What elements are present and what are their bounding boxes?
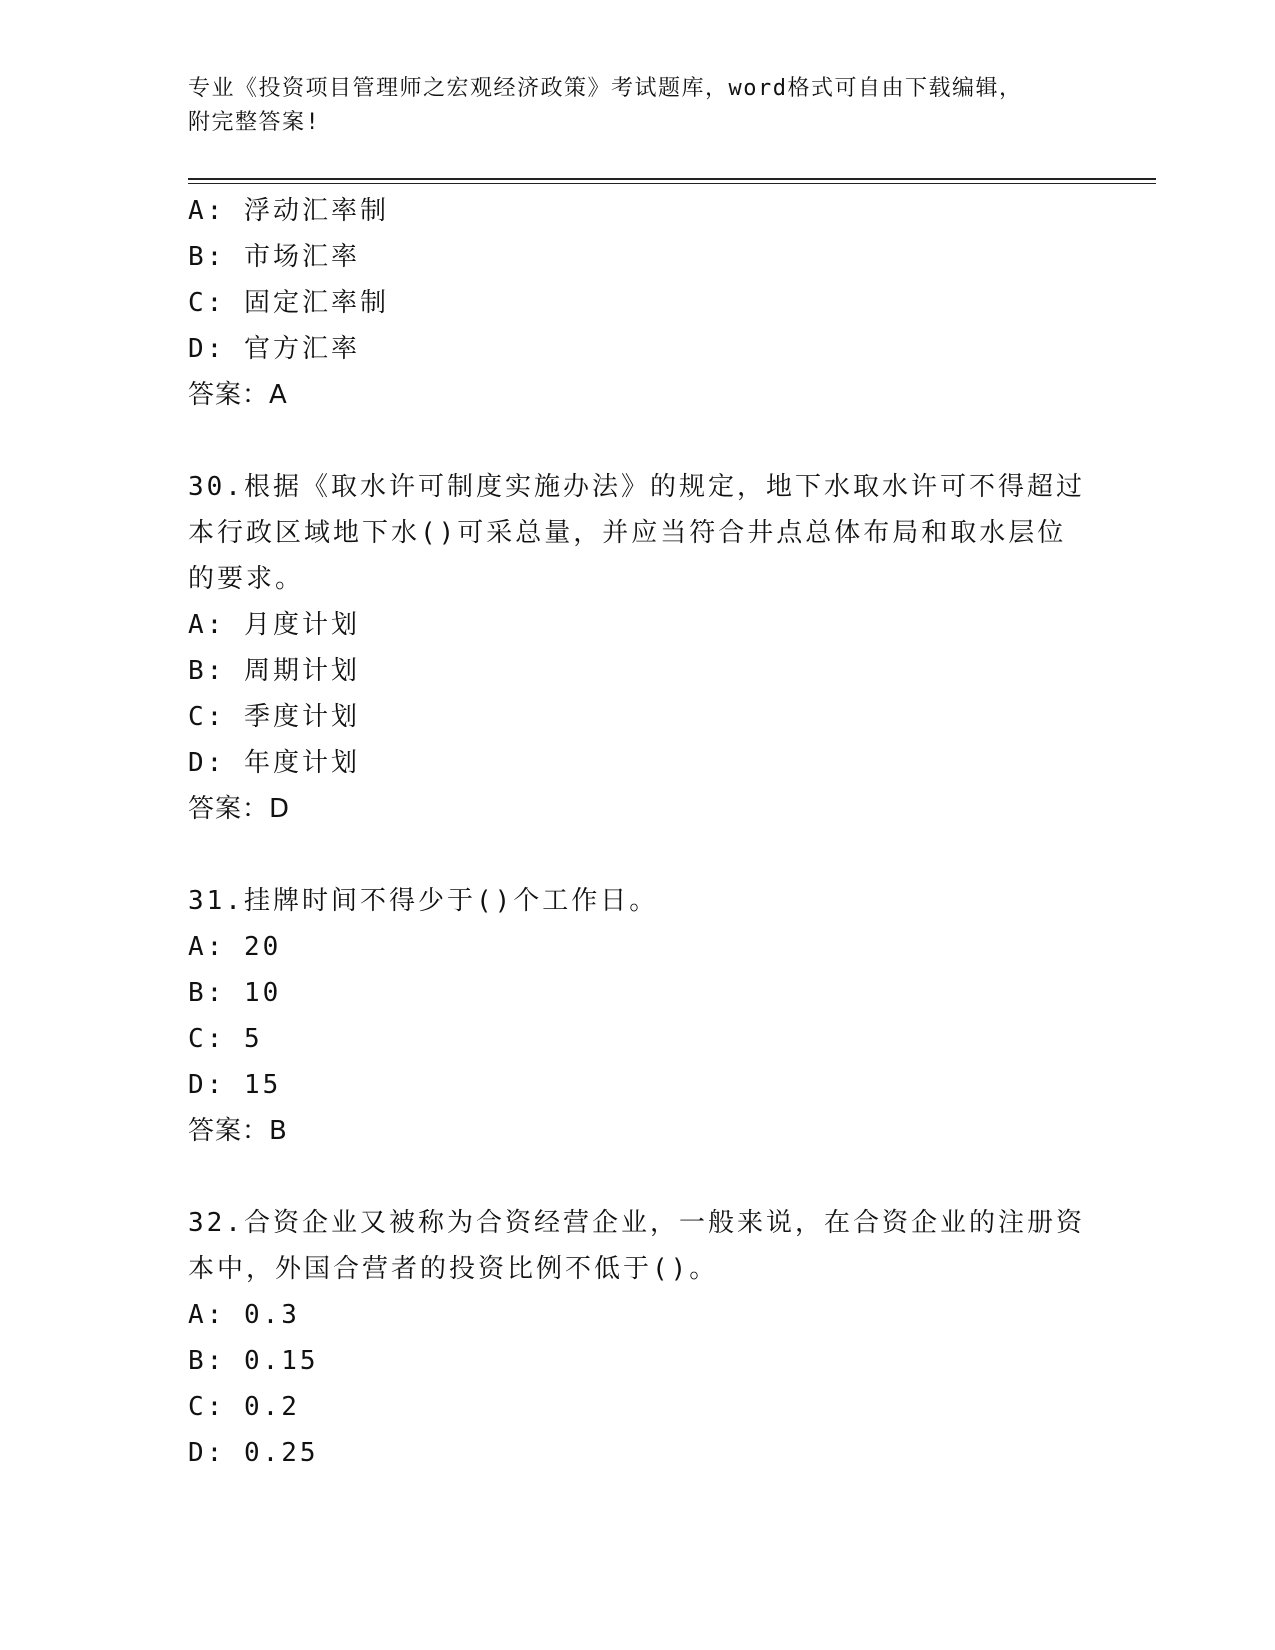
question-29 — [188, 188, 1088, 418]
option-d: D: 15 — [188, 1070, 282, 1100]
option-c: C: 固定汇率制 — [188, 288, 389, 318]
option-a: A: 20 — [188, 932, 282, 962]
header-line-1: 专业《投资项目管理师之宏观经济政策》考试题库，word格式可自由下载编辑， — [188, 76, 1023, 101]
option-c: C: 季度计划 — [188, 702, 360, 732]
question-text: 30.根据《取水许可制度实施办法》的规定，地下水取水许可不得超过 — [188, 472, 1085, 502]
option-b: B: 市场汇率 — [188, 242, 360, 272]
spacer — [188, 418, 1088, 464]
option-c: C: 5 — [188, 1024, 263, 1054]
question-32 — [188, 1200, 1088, 1476]
header-divider-thick — [188, 178, 1156, 180]
option-d: D: 0.25 — [188, 1438, 319, 1468]
question-31 — [188, 878, 1088, 1154]
question-text: 本行政区域地下水()可采总量，并应当符合井点总体布局和取水层位 — [188, 518, 1067, 548]
question-text: 32.合资企业又被称为合资经营企业，一般来说，在合资企业的注册资 — [188, 1208, 1085, 1238]
question-text: 的要求。 — [188, 564, 305, 594]
question-30 — [188, 464, 1088, 832]
question-text: 31.挂牌时间不得少于()个工作日。 — [188, 886, 659, 916]
option-a: A: 月度计划 — [188, 610, 360, 640]
option-d: D: 年度计划 — [188, 748, 360, 778]
answer: 答案：B — [188, 1116, 288, 1146]
option-b: B: 10 — [188, 978, 282, 1008]
document-header — [188, 72, 1088, 140]
question-content — [188, 188, 1088, 1476]
header-line-2: 附完整答案! — [188, 110, 321, 135]
option-c: C: 0.2 — [188, 1392, 300, 1422]
option-d: D: 官方汇率 — [188, 334, 360, 364]
spacer — [188, 832, 1088, 878]
question-text: 本中，外国合营者的投资比例不低于()。 — [188, 1254, 719, 1284]
option-a: A: 0.3 — [188, 1300, 300, 1330]
answer: 答案：D — [188, 794, 291, 824]
option-a: A: 浮动汇率制 — [188, 196, 389, 226]
spacer — [188, 1154, 1088, 1200]
option-b: B: 0.15 — [188, 1346, 319, 1376]
option-b: B: 周期计划 — [188, 656, 360, 686]
header-divider-thin — [188, 183, 1156, 184]
answer: 答案：A — [188, 380, 288, 410]
